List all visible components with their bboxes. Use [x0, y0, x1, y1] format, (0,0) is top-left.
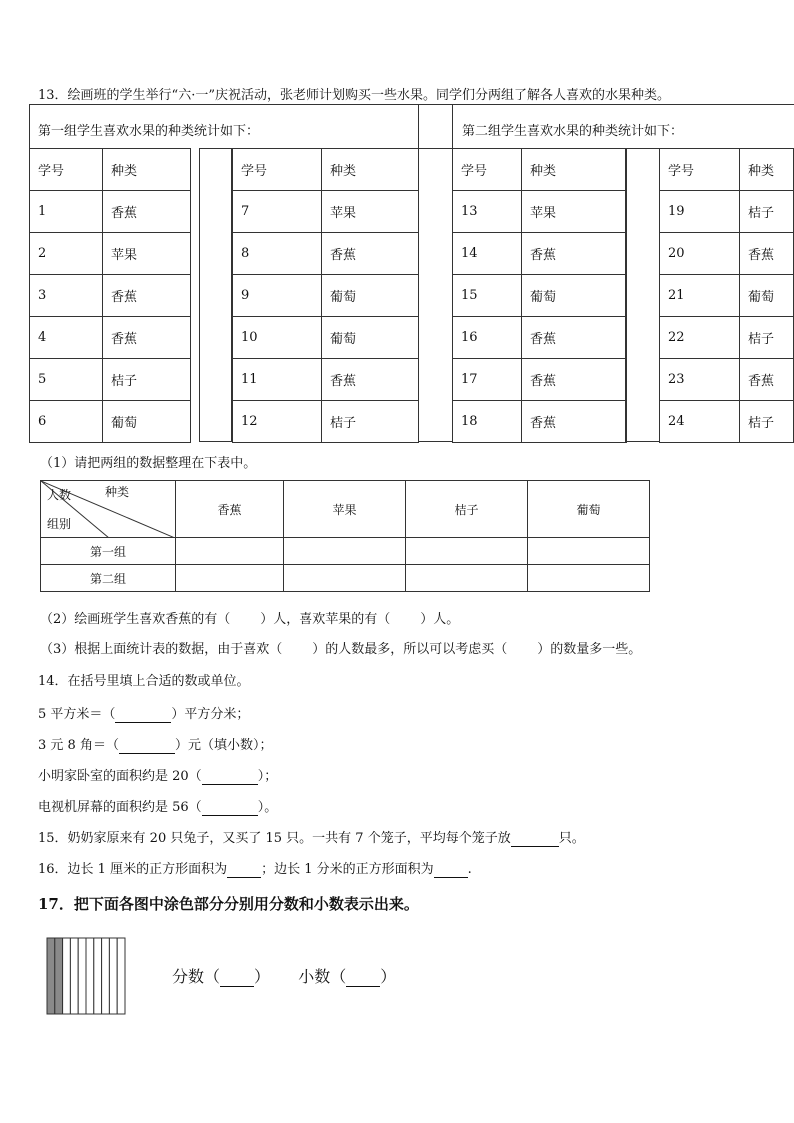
- summary-answer-cell[interactable]: [176, 565, 284, 592]
- shaded-strip: [47, 938, 55, 1014]
- cell-id: 11: [233, 359, 322, 401]
- q14-line2-a: 3 元 8 角＝（: [38, 738, 119, 753]
- decimal-close: ）: [380, 967, 397, 986]
- cell-kind: 香蕉: [740, 359, 794, 401]
- q16: [38, 858, 472, 878]
- shaded-strip: [55, 938, 63, 1014]
- group1-table-left: [29, 148, 191, 443]
- q14-line2: [38, 734, 272, 754]
- summary-header-fruit: 葡萄: [528, 481, 650, 538]
- cell-kind: 香蕉: [740, 233, 794, 275]
- col-id-header: 学号: [453, 149, 522, 191]
- q13-sub2: [40, 608, 459, 627]
- q14-line4-a: 电视机屏幕的面积约是 56（: [38, 800, 202, 815]
- cell-kind: 桔子: [322, 401, 419, 443]
- col-kind-header: 种类: [522, 149, 627, 191]
- cell-id: 12: [233, 401, 322, 443]
- cell-kind: 桔子: [740, 191, 794, 233]
- decimal-blank[interactable]: [346, 967, 380, 987]
- q14-blank-3[interactable]: [202, 769, 258, 785]
- summary-header-fruit: 苹果: [284, 481, 406, 538]
- cell-id: 21: [660, 275, 740, 317]
- q16-blank-1[interactable]: [227, 862, 261, 878]
- cell-kind: 苹果: [103, 233, 191, 275]
- cell-id: 14: [453, 233, 522, 275]
- cell-kind: 葡萄: [522, 275, 627, 317]
- q14-line1: [38, 703, 249, 723]
- q14-blank-4[interactable]: [202, 800, 258, 816]
- q16-text-b: ；边长 1 分米的正方形面积为: [261, 862, 434, 877]
- cell-kind: 桔子: [740, 401, 794, 443]
- summary-answer-cell[interactable]: [528, 538, 650, 565]
- unshaded-strip: [102, 938, 110, 1014]
- q14-line4-b: ）。: [257, 800, 278, 815]
- group2-table-left: [452, 148, 627, 443]
- q17-answers: [172, 964, 396, 987]
- group1-caption: 第一组学生喜欢水果的种类统计如下：: [38, 124, 260, 139]
- cell-kind: 香蕉: [522, 233, 627, 275]
- group2-table-right: [659, 148, 794, 443]
- cell-id: 2: [30, 233, 103, 275]
- unshaded-strip: [117, 938, 125, 1014]
- sub2-text-a: （2）绘画班学生喜欢香蕉的有（: [40, 612, 231, 627]
- col-kind-header: 种类: [103, 149, 191, 191]
- cell-id: 23: [660, 359, 740, 401]
- unshaded-strip: [70, 938, 78, 1014]
- caption-divider-1: [418, 104, 419, 149]
- cell-id: 8: [233, 233, 322, 275]
- q14-line1-b: ）平方分米；: [171, 707, 250, 722]
- cell-id: 17: [453, 359, 522, 401]
- cell-kind: 香蕉: [103, 275, 191, 317]
- summary-header-fruit: 香蕉: [176, 481, 284, 538]
- cell-kind: 桔子: [740, 317, 794, 359]
- corner-label-kind: 种类: [105, 485, 130, 499]
- q13-sub3: [40, 638, 641, 657]
- q15-blank[interactable]: [511, 831, 559, 847]
- sub2-text-c: ）人。: [420, 612, 460, 627]
- cell-kind: 苹果: [522, 191, 627, 233]
- sub3-text-a: （3）根据上面统计表的数据，由于喜欢（: [40, 642, 283, 657]
- unshaded-strip: [63, 938, 71, 1014]
- summary-row-label: 第二组: [41, 565, 176, 592]
- summary-corner-cell: [41, 481, 176, 538]
- q15: [38, 827, 585, 847]
- q16-text-c: .: [467, 862, 472, 877]
- summary-answer-cell[interactable]: [528, 565, 650, 592]
- q14-line3: [38, 765, 277, 785]
- cell-kind: 香蕉: [522, 359, 627, 401]
- cell-id: 7: [233, 191, 322, 233]
- cell-id: 4: [30, 317, 103, 359]
- sub2-text-b: ）人，喜欢苹果的有（: [260, 612, 391, 627]
- q14-line3-b: ）；: [257, 769, 278, 784]
- cell-kind: 香蕉: [103, 317, 191, 359]
- summary-header-fruit: 桔子: [406, 481, 528, 538]
- cell-id: 15: [453, 275, 522, 317]
- cell-kind: 香蕉: [322, 359, 419, 401]
- cell-id: 24: [660, 401, 740, 443]
- q14-title: 14．在括号里填上合适的数或单位。: [38, 674, 250, 689]
- table-gap-column: [625, 148, 660, 442]
- group1-table-right: [232, 148, 419, 443]
- q14-line2-b: ）元（填小数）；: [174, 738, 273, 753]
- q13-sub1: （1）请把两组的数据整理在下表中。: [40, 456, 257, 471]
- q14-line4: [38, 796, 277, 816]
- sub3-text-c: ）的数量多一些。: [537, 642, 642, 657]
- corner-label-count: 人数: [47, 488, 72, 502]
- col-kind-header: 种类: [322, 149, 419, 191]
- cell-kind: 香蕉: [103, 191, 191, 233]
- summary-answer-cell[interactable]: [176, 538, 284, 565]
- q13-title: 13．绘画班的学生举行“六·一”庆祝活动，张老师计划购买一些水果。同学们分两组了解各人喜欢的水果种类。: [38, 88, 670, 103]
- summary-answer-cell[interactable]: [284, 565, 406, 592]
- unshaded-strip: [94, 938, 102, 1014]
- cell-id: 9: [233, 275, 322, 317]
- q16-text-a: 16．边长 1 厘米的正方形面积为: [38, 862, 228, 877]
- summary-answer-cell[interactable]: [284, 538, 406, 565]
- corner-label-group: 组别: [47, 517, 72, 531]
- cell-kind: 香蕉: [322, 233, 419, 275]
- cell-id: 18: [453, 401, 522, 443]
- summary-row-label: 第一组: [41, 538, 176, 565]
- decimal-label: 小数（: [298, 967, 347, 986]
- cell-id: 20: [660, 233, 740, 275]
- fraction-close: ）: [254, 967, 271, 986]
- col-id-header: 学号: [660, 149, 740, 191]
- summary-answer-cell[interactable]: [406, 565, 528, 592]
- cell-kind: 香蕉: [522, 317, 627, 359]
- cell-kind: 葡萄: [740, 275, 794, 317]
- cell-id: 3: [30, 275, 103, 317]
- cell-id: 10: [233, 317, 322, 359]
- q17-title: 17．把下面各图中涂色部分分别用分数和小数表示出来。: [38, 895, 419, 913]
- cell-kind: 葡萄: [322, 317, 419, 359]
- cell-kind: 葡萄: [322, 275, 419, 317]
- cell-kind: 桔子: [103, 359, 191, 401]
- table-gap-column: [199, 148, 232, 442]
- q16-blank-2[interactable]: [434, 862, 468, 878]
- q14-blank-2[interactable]: [119, 738, 175, 754]
- cell-id: 19: [660, 191, 740, 233]
- caption-divider-2: [452, 104, 453, 149]
- group2-caption: 第二组学生喜欢水果的种类统计如下：: [462, 124, 684, 139]
- cell-id: 13: [453, 191, 522, 233]
- cell-id: 6: [30, 401, 103, 443]
- cell-id: 5: [30, 359, 103, 401]
- col-id-header: 学号: [30, 149, 103, 191]
- q14-blank-1[interactable]: [115, 707, 171, 723]
- cell-id: 16: [453, 317, 522, 359]
- summary-answer-cell[interactable]: [406, 538, 528, 565]
- summary-table: [40, 480, 650, 592]
- q14-line3-a: 小明家卧室的面积约是 20（: [38, 769, 202, 784]
- cell-id: 1: [30, 191, 103, 233]
- cell-kind: 苹果: [322, 191, 419, 233]
- cell-kind: 香蕉: [522, 401, 627, 443]
- fraction-blank[interactable]: [220, 967, 254, 987]
- table-gap-column: [418, 148, 453, 442]
- unshaded-strip: [109, 938, 117, 1014]
- q15-text-a: 15．奶奶家原来有 20 只兔子，又买了 15 只。一共有 7 个笼子，平均每个笼子放: [38, 831, 511, 846]
- q14-line1-a: 5 平方米＝（: [38, 707, 116, 722]
- col-kind-header: 种类: [740, 149, 794, 191]
- fraction-label: 分数（: [172, 967, 221, 986]
- col-id-header: 学号: [233, 149, 322, 191]
- unshaded-strip: [86, 938, 94, 1014]
- unshaded-strip: [78, 938, 86, 1014]
- cell-id: 22: [660, 317, 740, 359]
- q15-text-b: 只。: [558, 831, 585, 846]
- sub3-text-b: ）的人数最多，所以可以考虑买（: [312, 642, 508, 657]
- q17-shaded-figure: [46, 937, 126, 1015]
- cell-kind: 葡萄: [103, 401, 191, 443]
